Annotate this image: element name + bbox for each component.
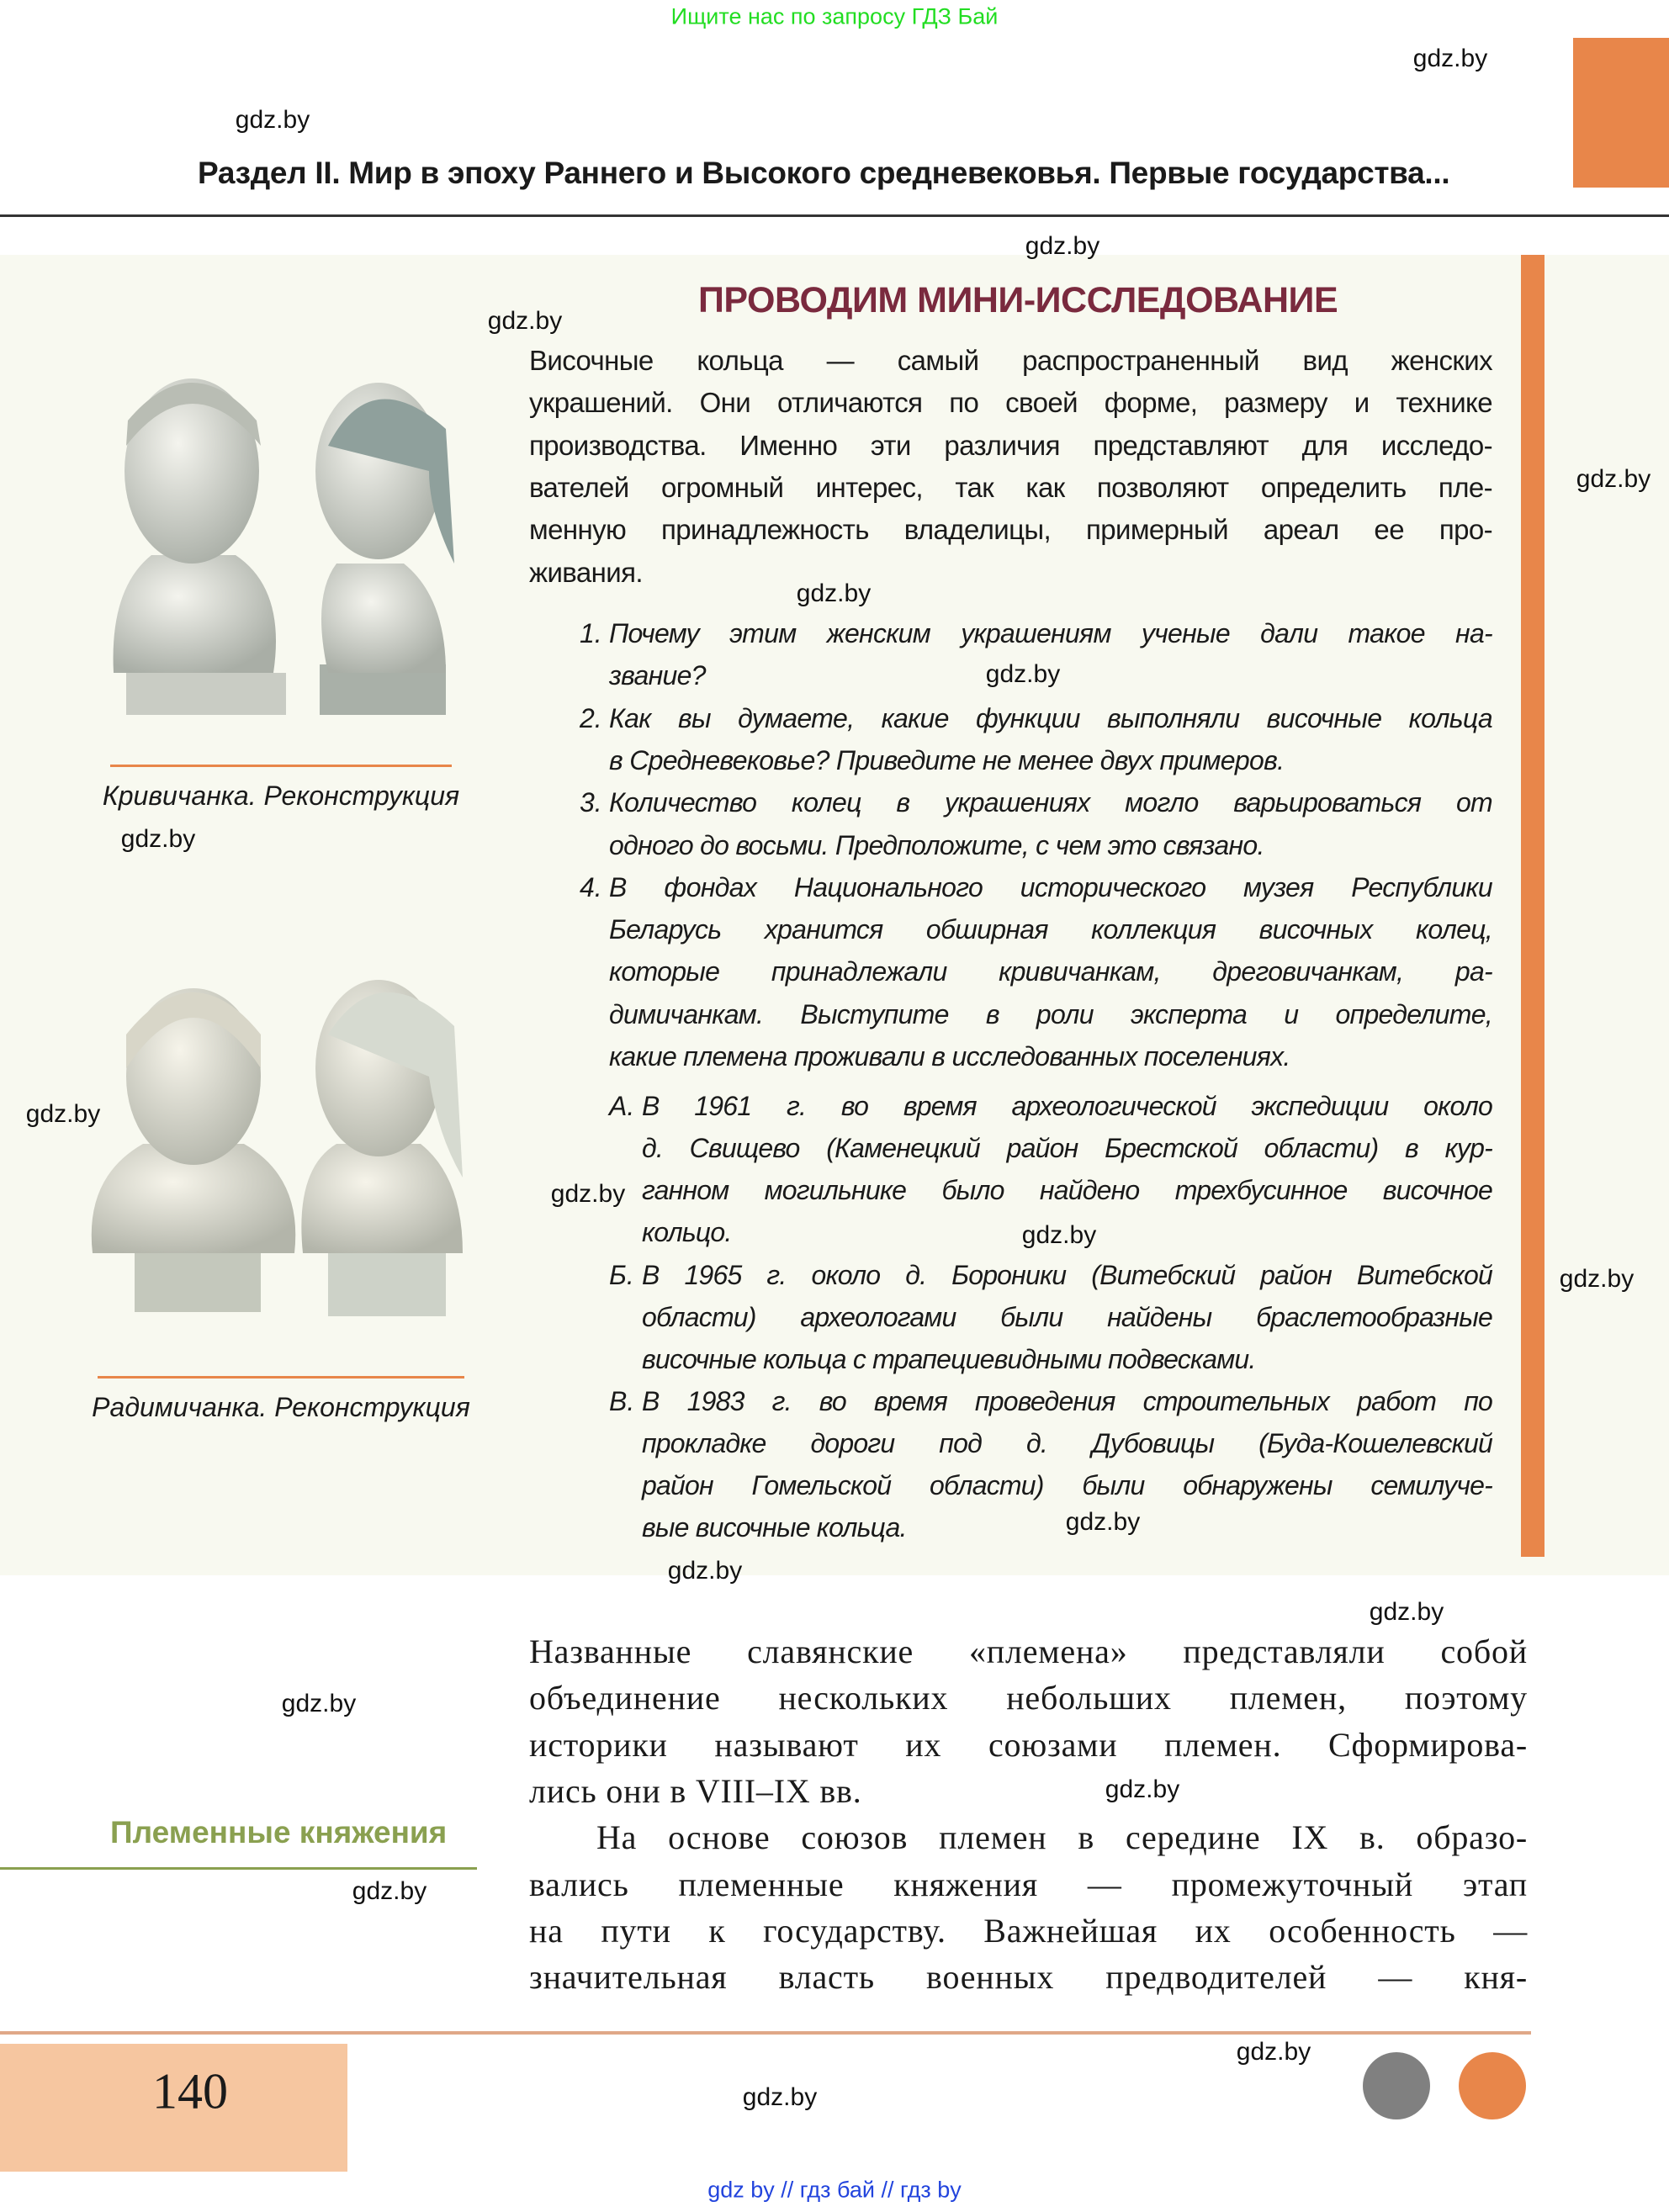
watermark-text: gdz.by [667, 1557, 743, 1585]
watermark-text: gdz.by [487, 307, 563, 335]
question-line: в Средневековье? Приведите не менее двух примеров. [609, 744, 1285, 775]
answer-line: вые височные кольца. [642, 1512, 907, 1543]
watermark-text: gdz.by [1369, 1598, 1444, 1626]
watermark-text: gdz.by [1025, 232, 1100, 260]
question-line: Количество колец в украшениях могло варьироваться от [609, 787, 1492, 818]
text-line: Височные кольца — самый распространенный вид женских [529, 345, 1492, 376]
caption-rule [98, 1376, 464, 1379]
question-number: 1. [580, 618, 602, 648]
watermark-text: gdz.by [1559, 1265, 1635, 1293]
watermark-text: gdz.by [985, 660, 1061, 688]
watermark-text: gdz.by [352, 1877, 427, 1905]
question-number: 2. [580, 702, 602, 733]
search-hint: Ищите нас по запросу ГДЗ Бай [670, 3, 999, 29]
watermark-text: gdz.by [25, 1100, 101, 1128]
panel-accent-bar [1521, 255, 1544, 1557]
text-line: украшений. Они отличаются по своей форме, размеру и технике [529, 387, 1492, 419]
watermark-text: gdz.by [1065, 1508, 1141, 1536]
watermark-text: gdz.by [120, 825, 196, 853]
watermark-text: gdz.by [1576, 465, 1651, 493]
text-line: производства. Именно эти различия представляют для исследо- [529, 429, 1492, 461]
answer-line: прокладке дороги под д. Дубовицы (Буда-Кошелевский [642, 1428, 1492, 1459]
question-line: Почему этим женским украшениям ученые дали такое на- [609, 618, 1492, 648]
question-number: 3. [580, 787, 602, 818]
question-line: В фондах Национального исторического музея Республики [609, 871, 1492, 902]
answer-line: ганном могильнике было найдено трехбусинное височное [642, 1175, 1492, 1206]
bust-radimichanka-image [84, 959, 480, 1320]
answer-line: В 1961 г. во время археологической экспедиции около [642, 1091, 1492, 1121]
bust-krivichanka-image [93, 345, 480, 732]
watermark-text: gdz.by [1236, 2038, 1311, 2066]
text-line: значительная власть военных предводителей — кня- [529, 1958, 1528, 1997]
mini-research-title: ПРОВОДИМ МИНИ-ИССЛЕДОВАНИЕ [698, 280, 1338, 320]
text-line: Названные славянские «племена» представляли собой [529, 1633, 1528, 1670]
caption-rule [110, 765, 452, 767]
figure-caption: Кривичанка. Реконструкция [102, 781, 460, 811]
answer-letter: В. [609, 1385, 635, 1416]
gray-dot-icon [1363, 2052, 1430, 2119]
question-line: какие племена проживали в исследованных поселениях. [609, 1041, 1290, 1072]
text-line: менную принадлежность владелицы, примерный ареал ее про- [529, 514, 1492, 546]
answer-line: район Гомельской области) были обнаружены семилуче- [642, 1470, 1492, 1501]
watermark-text: gdz.by [1105, 1775, 1180, 1803]
question-line: Беларусь хранится обширная коллекция височных колец, [609, 914, 1492, 945]
answer-letter: Б. [609, 1259, 634, 1290]
text-line: вались племенные княжения — промежуточный этап [529, 1865, 1528, 1903]
answer-line: области) археологами были найдены браслетообразные [642, 1301, 1492, 1332]
page-number: 140 [152, 2063, 228, 2119]
text-line: историки называют их союзами племен. Сформирова- [529, 1725, 1528, 1764]
orange-dot-icon [1459, 2052, 1526, 2119]
question-line: звание? [609, 660, 706, 691]
watermark-text: gdz.by [281, 1690, 357, 1717]
text-line: живания. [529, 556, 643, 588]
side-heading-rule [0, 1867, 477, 1870]
answer-line: В 1983 г. во время проведения строительных работ по [642, 1385, 1492, 1416]
watermark-text: gdz.by [1021, 1221, 1097, 1249]
watermark-text: gdz.by [550, 1180, 626, 1208]
watermark-text: gdz.by [742, 2083, 818, 2111]
watermark-text: gdz.by [796, 579, 872, 607]
watermark-text: gdz.by [235, 106, 310, 134]
text-line: лись они в VIII–IX вв. [529, 1771, 862, 1810]
chapter-tab [1573, 38, 1669, 188]
question-line: димичанкам. Выступите в роли эксперта и определите, [609, 998, 1492, 1029]
text-line: На основе союзов племен в середине IX в. образо- [596, 1818, 1528, 1857]
section-title: Раздел II. Мир в эпоху Раннего и Высокого средневековья. Первые государства... [198, 156, 1450, 190]
side-heading: Племенные княжения [110, 1815, 448, 1850]
text-line: объединение нескольких небольших племен, поэтому [529, 1679, 1528, 1717]
watermark-text: gdz.by [1412, 45, 1488, 72]
question-line: Как вы думаете, какие функции выполняли височные кольца [609, 702, 1492, 733]
figure-caption: Радимичанка. Реконструкция [92, 1392, 470, 1422]
question-line: которые принадлежали кривичанкам, дреговичанкам, ра- [609, 956, 1492, 987]
answer-line: кольцо. [642, 1217, 732, 1248]
answer-line: височные кольца с трапециевидными подвесками. [642, 1343, 1256, 1374]
question-line: одного до восьми. Предположите, с чем это связано. [609, 829, 1264, 860]
answer-letter: А. [609, 1091, 635, 1121]
footer-divider [0, 2031, 1531, 2035]
bottom-watermark-link[interactable]: gdz by // гдз бай // гдз by [707, 2177, 962, 2203]
text-line: на пути к государству. Важнейшая их особенность — [529, 1911, 1528, 1950]
answer-line: В 1965 г. около д. Бороники (Витебский район Витебской [642, 1259, 1492, 1290]
header-divider [0, 214, 1669, 217]
text-line: вателей огромный интерес, так как позволяют определить пле- [529, 471, 1492, 503]
question-number: 4. [580, 871, 602, 902]
answer-line: д. Свищево (Каменецкий район Брестской области) в кур- [642, 1133, 1492, 1164]
